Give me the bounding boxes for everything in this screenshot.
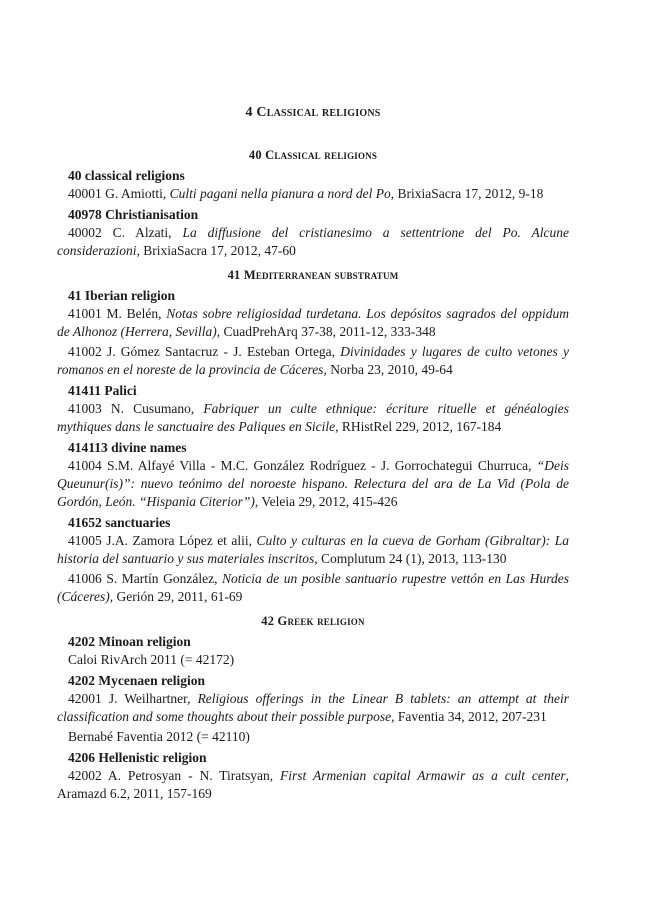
- entry-source: , Faventia 34, 2012, 207-231: [391, 709, 547, 724]
- entry-author: 41004 S.M. Alfayé Villa - M.C. González Rodríguez - J. Gorrochategui Churruca,: [68, 458, 537, 473]
- entry-author: 42001 J. Weilhartner,: [68, 691, 198, 706]
- entry-title: “Deis Queunur(is)”: nuevo teónimo del noroeste hispano. Relectura del ara de La Vid (Pola de Gordón, León. “Hispania Citerior”): [57, 458, 569, 509]
- bibliography-entry: [57, 457, 569, 511]
- entry-source: , Veleia 29, 2012, 415-426: [254, 494, 398, 509]
- entry-title: Notas sobre religiosidad turdetana. Los depósitos sagrados del oppidum de Alhonoz (Herrera, Sevilla): [57, 306, 569, 339]
- subsection-heading: 41411 Palici: [68, 383, 137, 398]
- entry-author: Caloi RivArch 2011 (= 42172): [68, 652, 235, 667]
- bibliography-flow: [57, 148, 569, 803]
- entry-author: 41006 S. Martín González,: [68, 571, 223, 586]
- bibliography-entry: [57, 185, 569, 203]
- subsection-heading: 40978 Christianisation: [68, 207, 199, 222]
- section-title: 42 Greek religion: [261, 614, 365, 628]
- subsection-heading: 4202 Minoan religion: [68, 634, 191, 649]
- entry-author: 41002 J. Gómez Santacruz - J. Esteban Ortega,: [68, 344, 341, 359]
- section-title: 41 Mediterranean substratum: [227, 268, 399, 282]
- entry-title: Culti pagani nella pianura a nord del Po: [169, 186, 391, 201]
- entry-title: La diffusione del cristianesimo a settentrione del Po. Alcune considerazioni: [57, 225, 569, 258]
- bibliography-entry: [57, 532, 569, 568]
- entry-source: , Complutum 24 (1), 2013, 113-130: [314, 551, 507, 566]
- entry-source: , Norba 23, 2010, 49-64: [323, 362, 453, 377]
- cross-reference-entry: [57, 651, 569, 669]
- subsection-heading: 4202 Mycenaen religion: [68, 673, 205, 688]
- entry-author: Bernabé Faventia 2012 (= 42110): [68, 729, 250, 744]
- bibliography-entry: [57, 224, 569, 260]
- entry-source: , CuadPrehArq 37-38, 2011-12, 333-348: [216, 324, 436, 339]
- entry-source: , RHistRel 229, 2012, 167-184: [335, 419, 502, 434]
- subsection-heading: 41652 sanctuaries: [68, 515, 171, 530]
- entry-author: 40002 C. Alzati,: [68, 225, 183, 240]
- entry-source: , Aramazd 6.2, 2011, 157-169: [57, 768, 569, 801]
- entry-author: 40001 G. Amiotti,: [68, 186, 170, 201]
- entry-author: 41003 N. Cusumano,: [68, 401, 204, 416]
- entry-title: First Armenian capital Armawir as a cult center: [280, 768, 566, 783]
- entry-author: 41005 J.A. Zamora López et alii,: [68, 533, 257, 548]
- entry-title: Religious offerings in the Linear B tablets: an attempt at their classification and some thoughts about their possible purpose: [57, 691, 569, 724]
- entry-author: 41001 M. Belén,: [68, 306, 167, 321]
- entry-source: , BrixiaSacra 17, 2012, 47-60: [136, 243, 296, 258]
- subsection-heading: 4206 Hellenistic religion: [68, 750, 207, 765]
- entry-source: , Gerión 29, 2011, 61-69: [109, 589, 243, 604]
- section-title: 40 Classical religions: [248, 148, 378, 162]
- entry-source: , BrixiaSacra 17, 2012, 9-18: [390, 186, 544, 201]
- bibliography-entry: [57, 570, 569, 606]
- chapter-title: 4 Classical religions: [245, 105, 381, 120]
- subsection-heading: 414113 divine names: [68, 440, 187, 455]
- entry-title: Noticia de un posible santuario rupestre vettón en Las Hurdes (Cáceres): [57, 571, 569, 604]
- bibliography-entry: [57, 767, 569, 803]
- entry-title: Culto y culturas en la cueva de Gorham (Gibraltar): La historia del santuario y sus materiales inscritos: [57, 533, 569, 566]
- entry-author: 42002 A. Petrosyan - N. Tiratsyan,: [68, 768, 281, 783]
- bibliography-entry: [57, 400, 569, 436]
- bibliography-entry: [57, 690, 569, 726]
- subsection-heading: 40 classical religions: [68, 168, 185, 183]
- subsection-heading: 41 Iberian religion: [68, 288, 176, 303]
- bibliography-entry: [57, 305, 569, 341]
- entry-title: Fabriquer un culte ethnique: écriture rituelle et généalogies mythiques dans le sanctuaire des Paliques en Sicile: [57, 401, 569, 434]
- cross-reference-entry: [57, 728, 569, 746]
- entry-title: Divinidades y lugares de culto vetones y romanos en el noreste de la provincia de Cáceres: [57, 344, 569, 377]
- bibliography-entry: [57, 343, 569, 379]
